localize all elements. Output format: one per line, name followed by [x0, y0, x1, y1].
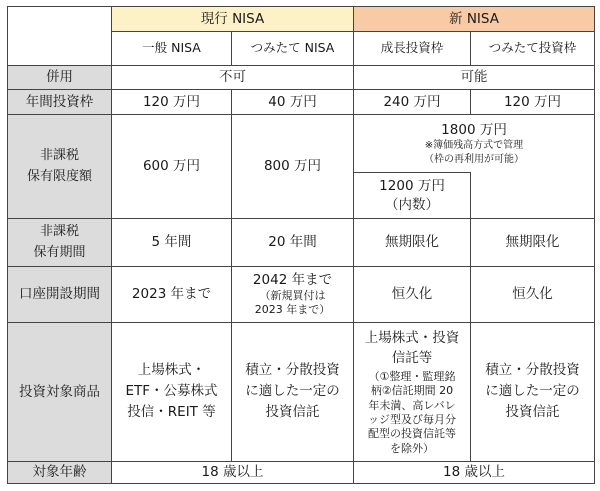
- open-period-tsumitate-note1: （新規買付は: [259, 289, 326, 303]
- concurrent-use-new: 可能: [354, 66, 595, 89]
- eligible-age-current: 18 歳以上: [112, 461, 354, 483]
- nisa-comparison-table: [7, 6, 595, 484]
- row-label-annual-limit: 年間投資枠: [8, 89, 112, 114]
- corner-cell: [8, 7, 112, 66]
- products-tsumitate-line1: 積立・分散投資: [245, 362, 340, 379]
- products-growth-note-line1: （①整理・監理銘: [368, 370, 456, 384]
- subheader-growth-frame: 成長投資枠: [354, 32, 471, 66]
- products-ippan-line1: 上場株式・: [137, 362, 206, 379]
- subheader-tsumitate-nisa: つみたて NISA: [232, 32, 354, 66]
- holding-limit-growth-inner-note: （内数）: [385, 196, 439, 213]
- products-growth-note-line2: 柄②信託期間 20: [370, 384, 454, 398]
- products-ippan-line3: 投信・REIT 等: [127, 404, 216, 421]
- row-label-tax-free-holding-limit: [8, 114, 112, 218]
- products-tsumitate-frame: [471, 322, 595, 461]
- products-tsumitate-line2: に適した一定の: [245, 383, 340, 400]
- row-label-eligible-products: 投資対象商品: [8, 322, 112, 461]
- row-label-eligible-age: 対象年齢: [8, 461, 112, 483]
- subheader-ippan-nisa: 一般 NISA: [112, 32, 232, 66]
- annual-limit-ippan: 120 万円: [112, 89, 232, 114]
- products-growth-note-line4: ッジ型及び毎月分: [368, 412, 456, 426]
- products-tsumitate-line3: 投資信託: [265, 404, 320, 421]
- holding-limit-new-note1: ※簿価残高方式で管理: [424, 140, 524, 152]
- eligible-age-new: 18 歳以上: [354, 461, 595, 483]
- products-growth-note-line3: 年未満、高レバレ: [368, 398, 456, 412]
- holding-limit-growth-value: 1200 万円: [379, 178, 445, 195]
- holding-limit-new-note2: （枠の再利用が可能）: [424, 153, 524, 165]
- products-ippan: [112, 322, 232, 461]
- concurrent-use-current: 不可: [112, 66, 354, 89]
- annual-limit-tsumitate: 40 万円: [232, 89, 354, 114]
- subheader-tsumitate-frame: つみたて投資枠: [471, 32, 595, 66]
- products-ippan-line2: ETF・公募株式: [125, 383, 218, 400]
- products-growth-note-line6: を除外）: [390, 441, 434, 455]
- header-current-nisa: 現行 NISA: [112, 7, 354, 32]
- products-tsumitate-frame-line2: に適した一定の: [485, 383, 580, 400]
- holding-limit-new-total-value: 1800 万円: [441, 122, 507, 138]
- row-label-tax-free-period: [8, 218, 112, 266]
- holding-limit-tsumitate-frame-blank: [471, 173, 595, 218]
- row-label-account-open-period: 口座開設期間: [8, 267, 112, 322]
- products-growth-exclusion-note: [354, 370, 470, 456]
- open-period-growth: 恒久化: [354, 267, 471, 322]
- annual-limit-growth: 240 万円: [354, 89, 471, 114]
- products-tsumitate-frame-line3: 投資信託: [505, 404, 560, 421]
- tax-free-period-label-line1: 非課税: [39, 223, 79, 239]
- products-growth: [354, 322, 471, 461]
- annual-limit-tsumitate-frame: 120 万円: [471, 89, 595, 114]
- row-label-concurrent-use: 併用: [8, 66, 112, 89]
- products-tsumitate-frame-line1: 積立・分散投資: [485, 362, 580, 379]
- period-ippan: 5 年間: [112, 218, 232, 266]
- open-period-ippan: 2023 年まで: [112, 267, 232, 322]
- products-tsumitate: [232, 322, 354, 461]
- products-growth-note-line5: 配型の投資信託等: [368, 427, 456, 441]
- open-period-tsumitate-main: 2042 年まで: [252, 271, 333, 288]
- tax-free-limit-label-line2: 保有限度額: [26, 169, 92, 185]
- open-period-tsumitate-note2: 2023 年まで）: [254, 303, 331, 317]
- open-period-tsumitate-frame: 恒久化: [471, 267, 595, 322]
- open-period-tsumitate: [232, 267, 354, 322]
- products-growth-main-line1: 上場株式・投資: [364, 329, 460, 346]
- holding-limit-new-total: [354, 114, 595, 172]
- header-new-nisa: 新 NISA: [354, 7, 595, 32]
- nisa-comparison-table-container: [7, 6, 594, 484]
- period-tsumitate: 20 年間: [232, 218, 354, 266]
- tax-free-period-label-line2: 保有期間: [33, 245, 86, 261]
- holding-limit-growth-inner: [354, 173, 471, 218]
- period-tsumitate-frame: 無期限化: [471, 218, 595, 266]
- tax-free-limit-label-line1: 非課税: [39, 147, 79, 163]
- holding-limit-ippan: 600 万円: [112, 114, 232, 218]
- holding-limit-tsumitate: 800 万円: [232, 114, 354, 218]
- products-growth-main-line2: 信託等: [391, 349, 433, 366]
- period-growth: 無期限化: [354, 218, 471, 266]
